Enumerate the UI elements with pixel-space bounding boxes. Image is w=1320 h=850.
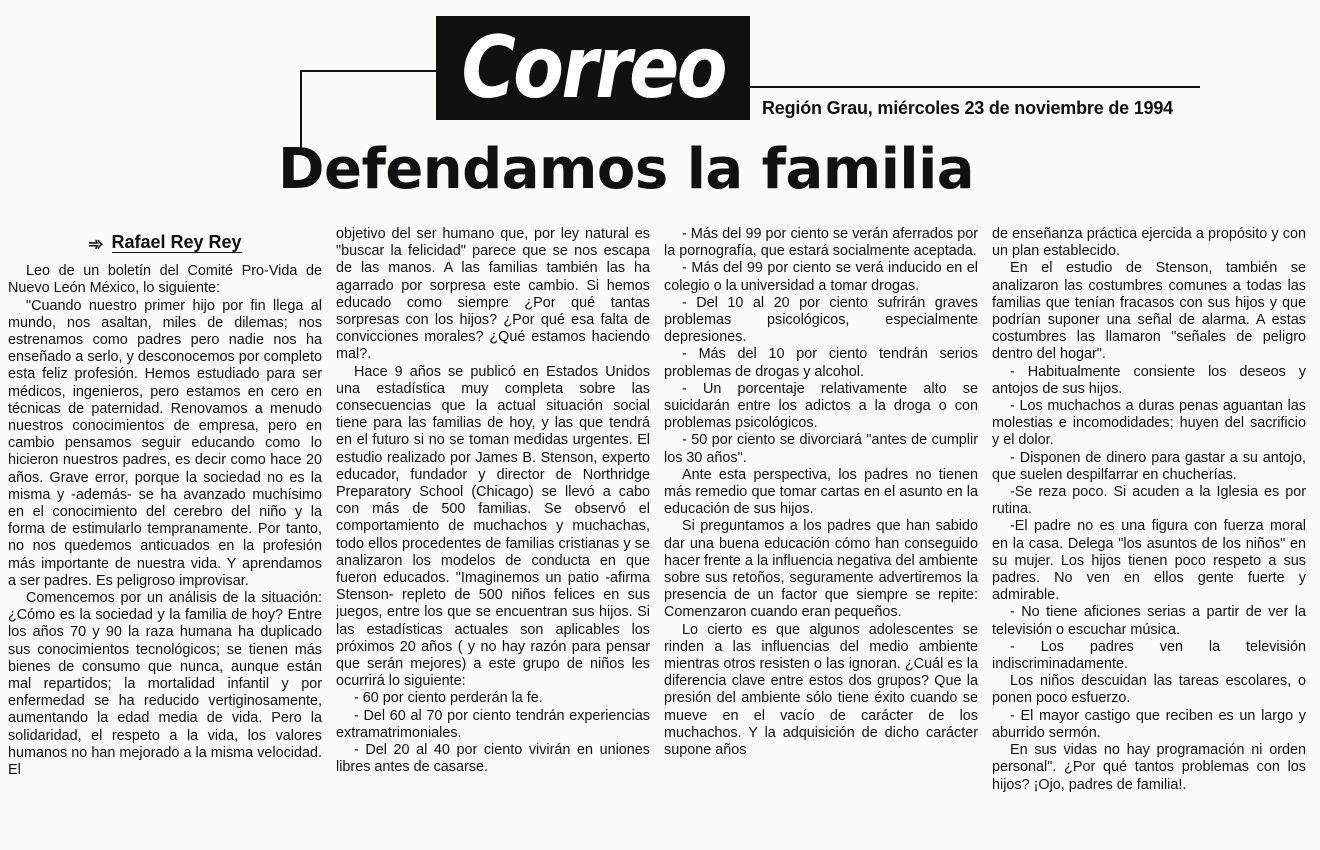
paragraph: Hace 9 años se publicó en Estados Unidos una estadística muy completa sobre las consecuencias que la actual situación social tiene para las familias de hoy, y las que tendrá en el futuro si no se toman medidas urgentes. El estudio realizado por James B. Stenson, experto educador, fundador y director de Northridge Preparatory School (Chicago) se llevó a cabo con más de 500 familias. Se observó el comportamiento de muchachos y muchachas, todo ellos procedentes de familias cristianas y se analizaron los modelos de conducta en que fueron educados. "Imaginemos un patio -afirma Stenson- repleto de 500 niños felices en sus juegos, entre los que se encuentran sus hijos. Si las estadísticas actuales son aplicables los próximos 20 años ( y no hay razón para pensar que serán mejores) a este grupo de niños les ocurrirá lo siguiente:	[336, 363, 650, 690]
paragraph: -Se reza poco. Si acuden a la Iglesia es por rutina.	[992, 484, 1306, 518]
article-body	[8, 226, 1308, 844]
paragraph: Leo de un boletín del Comité Pro-Vida de Nuevo León México, lo siguiente:	[8, 263, 322, 297]
paragraph: Comencemos por un análisis de la situación: ¿Cómo es la sociedad y la familia de hoy? Entre los años 70 y 90 la raza humana ha duplicado sus conocimientos tecnológicos; se tienen más bienes de consumo que nunca, aunque están mal repartidos; la mortalidad infantil y por enfermedad se ha reducido vertiginosamente, aumentando la edad media de vida. Pero la solidaridad, el respeto a la vida, los valores humanos no han mejorado a la misma velocidad. El	[8, 590, 322, 779]
headline: Defendamos la familia	[278, 137, 975, 202]
dateline: Región Grau, miércoles 23 de noviembre de 1994	[762, 98, 1173, 118]
newspaper-logo	[436, 16, 750, 120]
arrow-icon: ➾	[88, 233, 104, 254]
dateline-rule	[750, 86, 1200, 88]
paragraph: objetivo del ser humano que, por ley natural es "buscar la felicidad" parece que se nos escapa de las manos. A las familias también las ha agarrado por sorpresa este cambio. Si hemos educado como siempre ¿Por qué tantas sorpresas con los hijos? ¿Por qué esa falta de convicciones morales? ¿Qué estamos haciendo mal?.	[336, 226, 650, 363]
paragraph: - Del 10 al 20 por ciento sufrirán graves problemas psicológicos, especialmente depresiones.	[664, 294, 978, 346]
masthead-rule	[300, 70, 436, 72]
paragraph: - Los padres ven la televisión indiscriminadamente.	[992, 638, 1306, 673]
paragraph: Si preguntamos a los padres que han sabido dar una buena educación cómo han conseguido hacer frente a la influencia negativa del ambiente sobre sus retoños, seguramente advertiremos la presencia de un factor que siempre se repite: Comenzaron cuando eran pequeños.	[664, 518, 978, 621]
byline	[8, 234, 322, 253]
paragraph: -El padre no es una figura con fuerza moral en la casa. Delega "los asuntos de los niños" en su mujer. Los hijos tienen poco respeto a sus padres. No ven en ellos gente fuerte y admirable.	[992, 518, 1306, 604]
paragraph: - Más del 10 por ciento tendrán serios problemas de drogas y alcohol.	[664, 346, 978, 380]
paragraph: Ante esta perspectiva, los padres no tienen más remedio que tomar cartas en el asunto en la educación de sus hijos.	[664, 466, 978, 518]
logo-text: Correo	[461, 18, 725, 118]
article-column-3	[664, 226, 978, 844]
paragraph: - 50 por ciento se divorciará "antes de cumplir los 30 años".	[664, 432, 978, 466]
paragraph: En el estudio de Stenson, también se analizaron las costumbres comunes a todas las familias que tenían fracasos con sus hijos y que podrían suponer una señal de alarma. A estas costumbres las llamaron "señales de peligro dentro del hogar".	[992, 260, 1306, 363]
paragraph: - El mayor castigo que reciben es un largo y aburrido sermón.	[992, 707, 1306, 741]
author-name: Rafael Rey Rey	[111, 232, 242, 252]
paragraph: - Más del 99 por ciento se verá inducido en el colegio o la universidad a tomar drogas.	[664, 260, 978, 294]
paragraph: Los niños descuidan las tareas escolares, o ponen poco esfuerzo.	[992, 673, 1306, 707]
paragraph: - Del 60 al 70 por ciento tendrán experiencias extramatrimoniales.	[336, 707, 650, 741]
paragraph: - Un porcentaje relativamente alto se suicidarán entre los adictos a la droga o con problemas psicológicos.	[664, 380, 978, 432]
article-column-1	[8, 226, 322, 844]
paragraph: - Los muchachos a duras penas aguantan las molestias e incomodidades; huyen del sacrificio y el dolor.	[992, 398, 1306, 449]
paragraph: - Del 20 al 40 por ciento vivirán en uniones libres antes de casarse.	[336, 742, 650, 776]
paragraph: - No tiene aficiones serias a partir de ver la televisión o escuchar música.	[992, 604, 1306, 638]
paragraph: de enseñanza práctica ejercida a propósito y con un plan establecido.	[992, 226, 1306, 260]
paragraph: En sus vidas no hay programación ni orden personal". ¿Por qué tantos problemas con los hijos? ¡Ojo, padres de familia!.	[992, 742, 1306, 793]
paragraph: - Más del 99 por ciento se verán aferrados por la pornografía, que estará socialmente aceptada.	[664, 226, 978, 260]
paragraph: - Disponen de dinero para gastar a su antojo, que suelen despilfarrar en chucherías.	[992, 449, 1306, 483]
article-column-2	[336, 226, 650, 844]
paragraph: - 60 por ciento perderán la fe.	[354, 690, 543, 707]
paragraph: Lo cierto es que algunos adolescentes se rinden a las influencias del medio ambiente mientras otros resisten o las ignoran. ¿Cuál es la diferencia clave entre estos dos grupos? Que la presión del ambiente sólo tiene éxito cuando se mueve en el vacío de carácter de los muchachos. Y la adquisición de dicho carácter supone años	[664, 621, 978, 759]
paragraph: - Habitualmente consiente los deseos y antojos de sus hijos.	[992, 363, 1306, 397]
article-column-4	[992, 226, 1306, 844]
masthead	[0, 0, 1320, 150]
paragraph: "Cuando nuestro primer hijo por fin llega al mundo, nos asaltan, miles de dilemas; nos estrenamos como padres pero nadie nos ha enseñado a serlo, y desconocemos por completo esta feliz profesión. Hemos estudiado para ser médicos, ingenieros, pero estamos en cero en técnicas de paternidad. Renovamos a menudo nuestros conocimientos de empresa, pero en cambio pensamos seguir educando como lo hicieron nuestros padres, es decir como hace 20 años. Grave error, porque la sociedad no es la misma y -además- se ha avanzado muchísimo en el conocimiento del cerebro del niño y la forma de estimularlo tempranamente. Por tanto, no nos quedemos anticuados en la profesión más importante de nuestra vida. Y aprendamos a ser padres. Es peligroso improvisar.	[8, 297, 322, 589]
